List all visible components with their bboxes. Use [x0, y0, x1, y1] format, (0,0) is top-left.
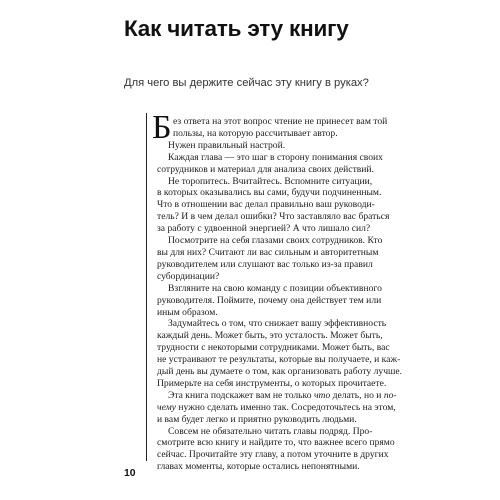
text-line: каждый день. Может быть, это усталость. Может быть,: [157, 330, 383, 342]
text-line: Что в отношении вас делал правильно ваш руководи-: [157, 199, 375, 211]
text-line: смотрите всю книгу и найдите то, что важнее всего прямо: [157, 437, 395, 449]
text-line: не устраивают те результаты, которые вы получаете, и каж-: [157, 354, 401, 366]
text-line: чему нужно сделать именно так. Сосредоточьтесь на этом,: [157, 401, 396, 413]
drop-cap: Б: [152, 109, 172, 146]
text-line: Нужен правильный настрой.: [168, 139, 286, 151]
text-line: Взгляните на свою команду с позиции объективного: [168, 282, 382, 294]
text-line: Каждая глава — это шаг в сторону понимания своих: [168, 151, 383, 163]
text-line: иным образом.: [157, 306, 218, 318]
text-line: Эта книга подскажет вам не только что делать, но и по-: [168, 389, 397, 401]
text-line: за работу с удвоенной энергией? А что лишало сил?: [157, 223, 371, 235]
text-line: главах моменты, которые остались непонятными.: [157, 461, 360, 473]
body-text: [157, 116, 403, 473]
text-line: вы для них? Считают ли вас сильным и авторитетным: [157, 246, 379, 258]
text-line: пользы, на которую рассчитывает автор.: [173, 127, 338, 139]
text-line: ез ответа на этот вопрос чтение не принесет вам той: [173, 116, 388, 127]
page-subtitle: Для чего вы держите сейчас эту книгу в руках?: [124, 77, 369, 89]
text-line: Примерьте на себя инструменты, о которых прочитаете.: [157, 377, 387, 389]
text-line: руководителя. Поймите, почему она действует тем или: [157, 294, 382, 306]
text-line: Совсем не обязательно читать главы подряд. Про-: [168, 425, 373, 437]
text-line: в которых оказывались вы сами, будучи подчиненным.: [157, 187, 382, 199]
page-number: 10: [124, 468, 136, 479]
text-line: сотрудников и материал для анализа своих действий.: [157, 163, 374, 175]
vertical-rule: [146, 113, 147, 461]
text-line: руководителем или слушают вас только из-за правил: [157, 258, 373, 270]
text-line: Задумайтесь о том, что снижает вашу эффективность: [168, 318, 387, 330]
text-line: дый день вы думаете о том, как организовать работу лучше.: [157, 366, 403, 378]
text-line: Не торопитесь. Вчитайтесь. Вспомните ситуации,: [168, 175, 373, 187]
text-line: субординации?: [157, 270, 220, 282]
text-line: сейчас. Прочитайте эту главу, а потом уточните в других: [157, 449, 389, 461]
text-line: тель? И в чем делал ошибки? Что заставляло вас браться: [157, 211, 390, 223]
text-line: Посмотрите на себя глазами своих сотрудников. Кто: [168, 235, 383, 247]
text-line: и вам будет легко и приятно руководить людьми.: [157, 413, 357, 425]
page-title: Как читать эту книгу: [124, 16, 349, 41]
text-line: трудности с некоторыми сотрудниками. Может быть, вас: [157, 342, 390, 354]
